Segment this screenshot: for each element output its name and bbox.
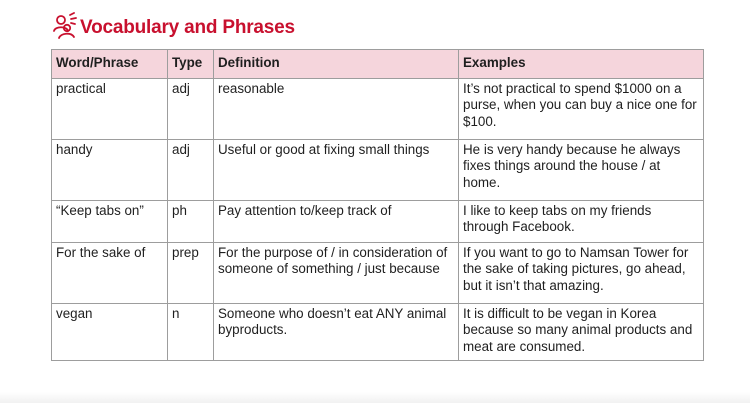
word-cell: For the sake of <box>52 243 168 304</box>
example-cell: It’s not practical to spend $1000 on a purse, when you can buy a nice one for $100. <box>459 79 704 140</box>
example-cell: I like to keep tabs on my friends through Facebook. <box>459 201 704 243</box>
column-header-examples: Examples <box>459 50 704 79</box>
page-title: Vocabulary and Phrases <box>80 17 295 38</box>
word-cell: vegan <box>52 304 168 361</box>
definition-cell: Pay attention to/keep track of <box>214 201 459 243</box>
word-cell: “Keep tabs on” <box>52 201 168 243</box>
column-header-word: Word/Phrase <box>52 50 168 79</box>
section-header <box>52 10 295 40</box>
word-cell: handy <box>52 140 168 201</box>
table-row <box>52 140 704 201</box>
table-row <box>52 79 704 140</box>
word-cell: practical <box>52 79 168 140</box>
definition-cell: Someone who doesn’t eat ANY animal byproducts. <box>214 304 459 361</box>
people-group-icon <box>52 12 78 40</box>
type-cell: ph <box>168 201 214 243</box>
definition-cell: Useful or good at fixing small things <box>214 140 459 201</box>
table-row <box>52 201 704 243</box>
type-cell: adj <box>168 79 214 140</box>
type-cell: prep <box>168 243 214 304</box>
example-cell: He is very handy because he always fixes things around the house / at home. <box>459 140 704 201</box>
column-header-definition: Definition <box>214 50 459 79</box>
vocabulary-table <box>51 49 704 361</box>
table-header-row <box>52 50 704 79</box>
definition-cell: reasonable <box>214 79 459 140</box>
page-bottom-edge <box>0 392 750 403</box>
table-row <box>52 243 704 304</box>
definition-cell: For the purpose of / in consideration of someone of something / just because <box>214 243 459 304</box>
example-cell: If you want to go to Namsan Tower for the sake of taking pictures, go ahead, but it isn’t that amazing. <box>459 243 704 304</box>
column-header-type: Type <box>168 50 214 79</box>
type-cell: n <box>168 304 214 361</box>
example-cell: It is difficult to be vegan in Korea because so many animal products and meat are consumed. <box>459 304 704 361</box>
table-row <box>52 304 704 361</box>
type-cell: adj <box>168 140 214 201</box>
